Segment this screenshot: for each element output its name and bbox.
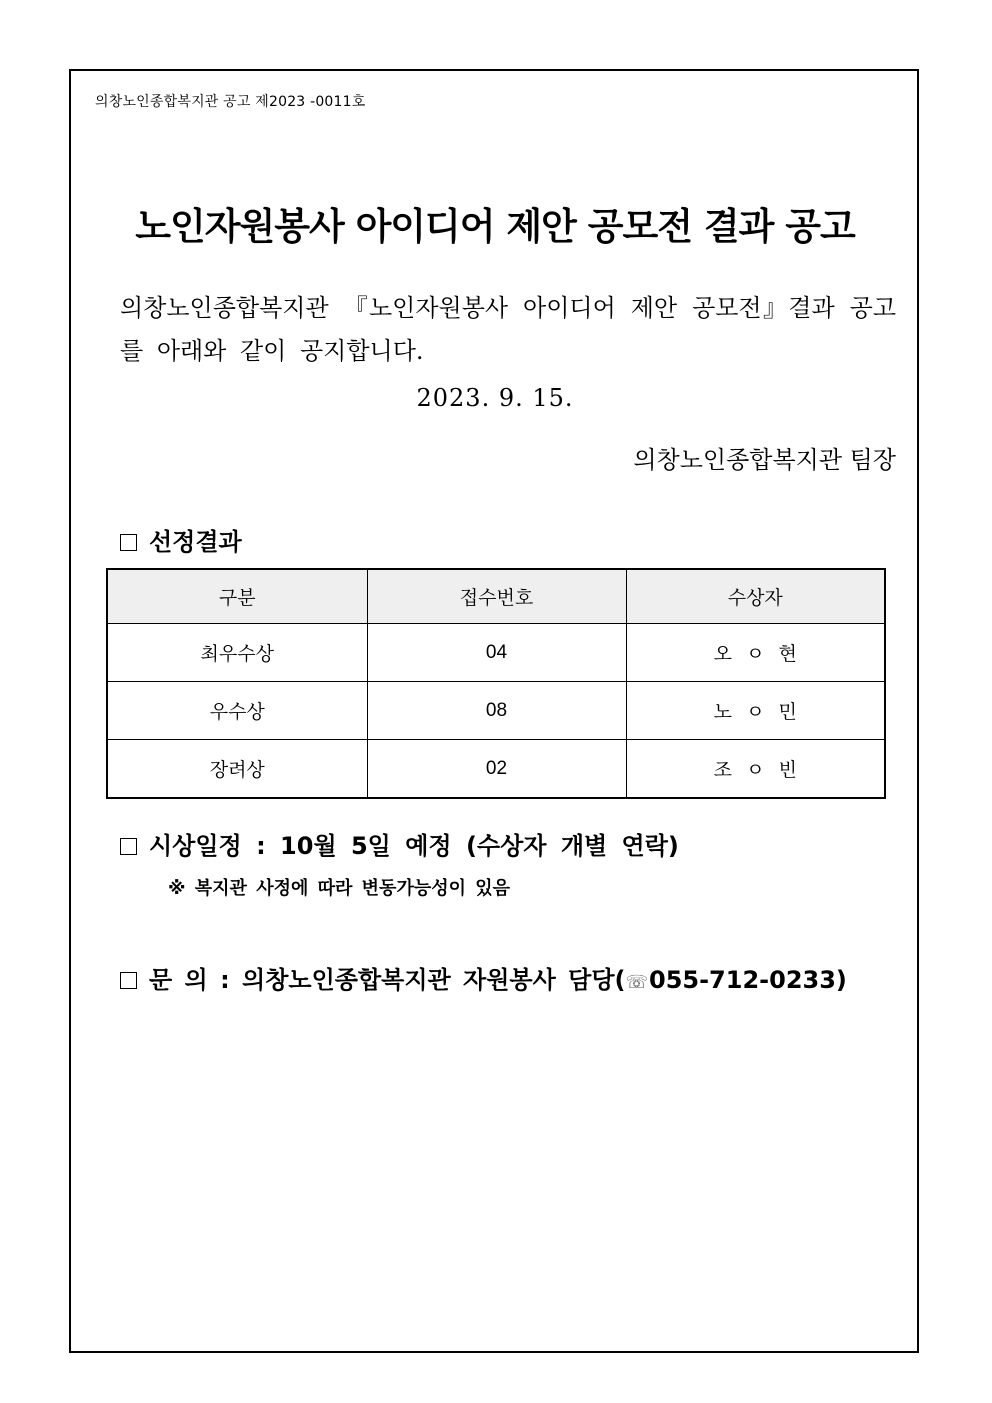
ceremony-note: ※ 복지관 사정에 따라 변동가능성이 있음 <box>168 878 511 899</box>
column-header: 접수번호 <box>367 569 626 624</box>
entry-number: 02 <box>367 740 626 799</box>
table-row <box>107 682 885 740</box>
table-header-row <box>107 569 885 624</box>
phone-icon: ☏ <box>625 972 648 993</box>
table-row <box>107 624 885 682</box>
inquiry-phone: 055-712-0233) <box>649 966 847 994</box>
ceremony-heading-text: 시상일정 : 10월 5일 예정 (수상자 개별 연락) <box>149 832 679 860</box>
inquiry-heading-text: 문 의 : 의창노인종합복지관 자원봉사 담당( <box>149 966 626 994</box>
winner-name: 노 ㅇ 민 <box>626 682 885 740</box>
selection-heading-text: 선정결과 <box>149 528 242 556</box>
selection-heading <box>120 522 242 557</box>
page-title: 노인자원봉사 아이디어 제안 공모전 결과 공고 <box>135 205 855 248</box>
ceremony-heading <box>120 826 679 861</box>
results-table <box>106 568 886 799</box>
checkbox-square-icon <box>120 972 137 989</box>
checkbox-square-icon <box>120 534 137 551</box>
checkbox-square-icon <box>120 838 137 855</box>
winner-name: 조 ㅇ 빈 <box>626 740 885 799</box>
intro-paragraph: 의창노인종합복지관 『노인자원봉사 아이디어 제안 공모전』결과 공고를 아래와 같이 공지합니다. <box>120 294 896 365</box>
winner-name: 오 ㅇ 현 <box>626 624 885 682</box>
entry-number: 08 <box>367 682 626 740</box>
table-row <box>107 740 885 799</box>
award-category: 우수상 <box>107 682 367 740</box>
award-category: 최우수상 <box>107 624 367 682</box>
entry-number: 04 <box>367 624 626 682</box>
signer: 의창노인종합복지관 팀장 <box>633 446 896 474</box>
column-header: 구분 <box>107 569 367 624</box>
notice-number: 의창노인종합복지관 공고 제2023 -0011호 <box>95 94 366 110</box>
award-category: 장려상 <box>107 740 367 799</box>
column-header: 수상자 <box>626 569 885 624</box>
inquiry-heading <box>120 960 847 995</box>
notice-date: 2023. 9. 15. <box>416 384 574 412</box>
